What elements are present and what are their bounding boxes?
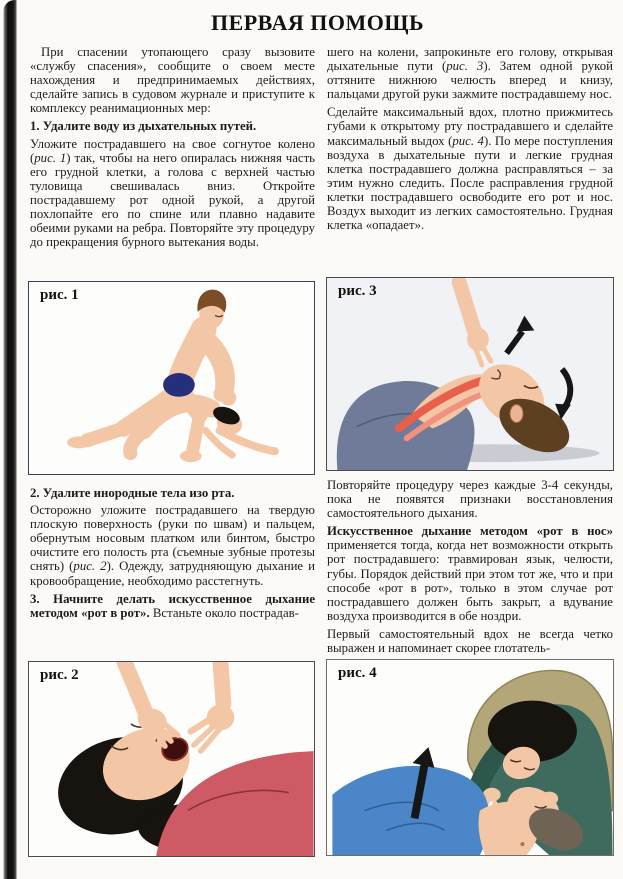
figure-1-illustration — [29, 282, 314, 474]
mouth-to-nose-paragraph: Искусственное дыхание методом «рот в нос» применяется тогда, когда нет возможности открыть рот пострадавшего: травмирован язык, челюсти, губы. Порядок действий при этом тот же, что и при способе «рот в рот», только в этом случае рот пострадавшего должен быть закрыт, а вдувание воздуха производится в обе ноздри. — [327, 524, 613, 623]
repeat-procedure-paragraph: Повторяйте процедуру через каждые 3-4 секунды, пока не появятся признаки восстановления самостоятельного дыхания. — [327, 478, 613, 521]
right-column-top-text — [327, 45, 613, 236]
intro-paragraph: При спасении утопающего сразу вызовите «службу спасения», сообщите о своем месте нахождения и предпринимаемых действиях, сделайте запись в судовом журнале и приступите к комплексу реанимационных мер: — [30, 45, 315, 116]
left-column-top-text — [30, 45, 315, 253]
figure-3-illustration — [327, 278, 613, 470]
figure-2-label: рис. 2 — [40, 667, 79, 683]
section-2-heading: 2. Удалите инородные тела изо рта. — [30, 486, 235, 500]
section-1-heading: 1. Удалите воду из дыхательных путей. — [30, 119, 257, 134]
section-2-paragraph: Осторожно уложите пострадавшего на твердую плоскую поверхность (руки по швам) и пальцем, обернутым носовым платком или бинтом, быстро очистите его полость рта (съемные зубные протезы снять) (рис. 2). Одежду, затрудняющую дыхание и кровообращение, необходимо расстегнуть. — [30, 503, 315, 588]
up-arrow-icon — [507, 316, 535, 354]
victim-jacket — [332, 766, 488, 855]
figure-1-label: рис. 1 — [40, 287, 79, 303]
first-breath-paragraph: Первый самостоятельный вдох не всегда четко выражен и напоминает скорее глотатель- — [327, 626, 613, 656]
figure-4 — [326, 659, 614, 856]
page-title: ПЕРВАЯ ПОМОЩЬ — [210, 10, 425, 35]
figure-4-label: рис. 4 — [338, 665, 377, 681]
figure-2-illustration — [29, 662, 314, 856]
section-1-paragraph: Уложите пострадавшего на свое согнутое колено (рис. 1) так, чтобы на него опиралась нижняя часть его грудной клетки, а голова с верхней частью туловища свешивалась вниз. Откройте пострадавшему рот одной рукой, а другой похлопайте его по спине или плавно надавите обеими руками на ребра. Повторяйте эту процедуру до прекращения бурного вытекания воды. — [30, 136, 315, 250]
rescuer-hand — [459, 282, 491, 365]
figure-2 — [28, 661, 315, 857]
figure-3-label: рис. 3 — [338, 283, 377, 299]
right-column-bottom-text — [327, 478, 613, 659]
left-column-bottom-text — [30, 483, 315, 624]
figure-3 — [326, 277, 614, 471]
swim-briefs — [163, 373, 195, 397]
continuation-paragraph: шего на колени, запрокиньте его голову, открывая дыхательные пути (рис. 3). Затем одной рукой оттяните нижнюю челюсть вперед и книзу, пальцами другой руки зажмите пострадавшему нос. — [327, 45, 613, 102]
section-3-lead-paragraph: 3. Начните делать искусственное дыхание методом «рот в рот». Встаньте около пострадав- — [30, 591, 315, 620]
scanned-book-edge — [3, 0, 17, 879]
tilt-arrow-icon — [555, 369, 571, 419]
figure-1 — [28, 281, 315, 475]
breathing-paragraph: Сделайте максимальный вдох, плотно прижмитесь губами к открытому рту пострадавшего и сделайте максимальный выдох (рис. 4). По мере поступления воздуха в дыхательные пути и легкие грудная клетка пострадавшего должна расправляться – за этим нужно следить. После расправления грудной клетки пострадавшего освободите его рот и нос. Воздух выходит из легких самостоятельно. Грудная клетка «опадает». — [327, 105, 614, 233]
figure-4-illustration — [327, 660, 613, 855]
